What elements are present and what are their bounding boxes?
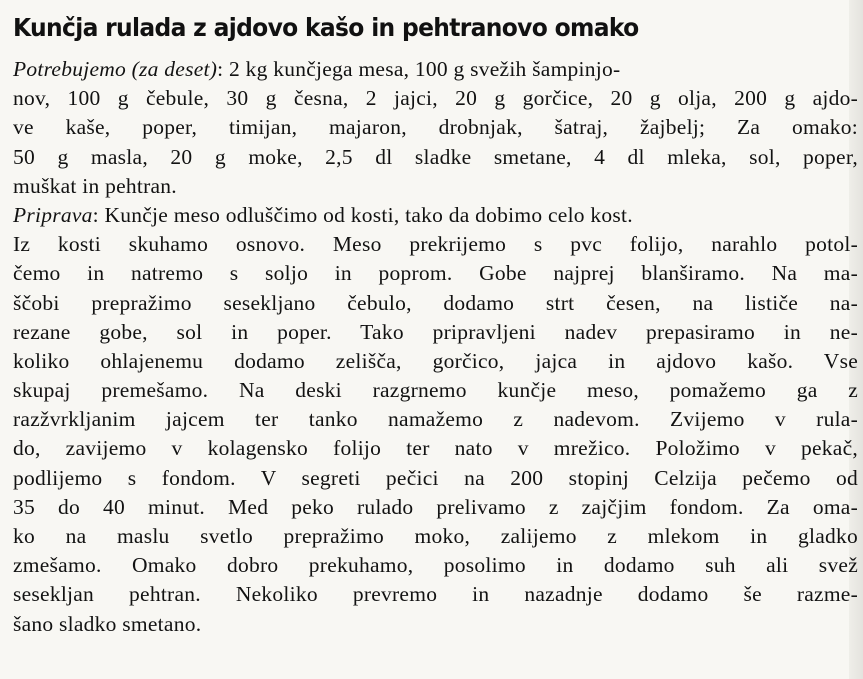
preparation-line: 35 do 40 minut. Med peko rulado prelivamo z zajčjim fondom. Za oma- — [13, 494, 858, 519]
preparation-text: : Kunčje meso odluščimo od kosti, tako da dobimo celo kost. — [92, 202, 633, 227]
preparation-line: razžvrkljanim jajcem ter tanko namažemo z nadevom. Zvijemo v rula- — [13, 407, 858, 432]
preparation-line: rezane gobe, sol in poper. Tako pripravljeni nadev prepasiramo in ne- — [13, 319, 858, 344]
preparation-line: podlijemo s fondom. V segreti pečici na 200 stopinj Celzija pečemo od — [13, 465, 858, 490]
ingredients-label: Potrebujemo (za deset) — [13, 57, 218, 81]
preparation-line: šano sladko smetano. — [13, 611, 202, 636]
recipe-body — [13, 55, 858, 639]
preparation-line: do, zavijemo v kolagensko folijo ter nato v mrežico. Položimo v pekač, — [13, 436, 858, 461]
preparation-line: Iz kosti skuhamo osnovo. Meso prekrijemo s pvc folijo, narahlo potol- — [13, 232, 858, 257]
preparation-label: Priprava — [13, 202, 93, 227]
preparation-line: ščobi prepražimo sesekljano čebulo, dodamo strt česen, na lističe na- — [13, 290, 858, 315]
ingredients-line: ve kaše, poper, timijan, majaron, drobnjak, šatraj, žajbelj; Za omako: — [13, 115, 858, 140]
ingredients-line: nov, 100 g čebule, 30 g česna, 2 jajci, 20 g gorčice, 20 g olja, 200 g ajdo- — [13, 86, 858, 111]
preparation-line: skupaj premešamo. Na deski razgrnemo kunčje meso, pomažemo ga z — [13, 378, 858, 403]
preparation-line: ko na maslu svetlo prepražimo moko, zalijemo z mlekom in gladko — [13, 524, 858, 548]
preparation-line: čemo in natremo s soljo in poprom. Gobe najprej blanširamo. Na ma- — [13, 261, 858, 286]
ingredients-line: muškat in pehtran. — [13, 173, 177, 198]
ingredients-text: : 2 kg kunčjega mesa, 100 g svežih šampinjo- — [217, 57, 621, 81]
ingredients-line: 50 g masla, 20 g moke, 2,5 dl sladke smetane, 4 dl mleka, sol, poper, — [13, 144, 858, 169]
recipe-title: Kunčja rulada z ajdovo kašo in pehtranovo omako — [13, 13, 639, 42]
preparation-line: koliko ohlajenemu dodamo zelišča, gorčico, jajca in ajdovo kašo. Vse — [13, 348, 858, 373]
preparation-line: sesekljan pehtran. Nekoliko prevremo in nazadnje dodamo še razme- — [13, 582, 858, 607]
preparation-line: zmešamo. Omako dobro prekuhamo, posolimo in dodamo suh ali svež — [13, 553, 858, 578]
preparation-line-1 — [13, 201, 858, 230]
ingredients-line-1 — [13, 55, 858, 84]
